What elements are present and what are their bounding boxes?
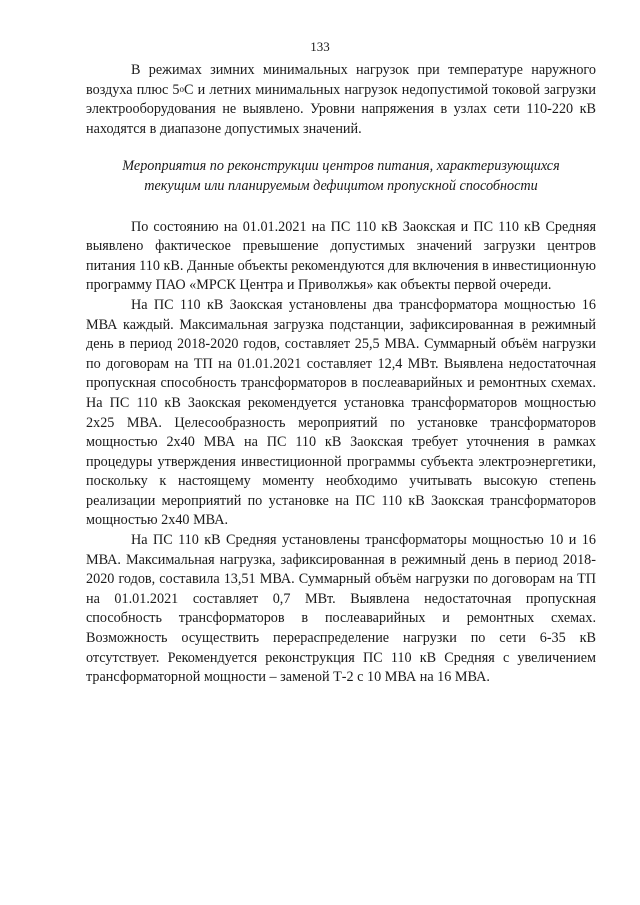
intro-paragraph bbox=[86, 61, 596, 139]
section-heading bbox=[86, 157, 596, 196]
paragraph-srednyaya: На ПС 110 кВ Средняя установлены трансформаторы мощностью 10 и 16 МВА. Максимальная нагрузка, зафиксированная в режимный день в период 2018-2020 годов, составила 13,51 МВА. Суммарный объём нагрузки по договорам на ТП на 01.01.2021 составляет 0,7 МВт. Выявлена недостаточная пропускная способность трансформаторов в послеаварийных и ремонтных схемах. Возможность осуществить перераспределение нагрузки по сети 6-35 кВ отсутствует. Рекомендуется реконструкция ПС 110 кВ Средняя с увеличением трансформаторной мощности – заменой Т-2 с 10 МВА на 16 МВА. bbox=[86, 532, 596, 686]
section-heading-line-2: текущим или планируемым дефицитом пропускной способности bbox=[144, 177, 538, 194]
paragraph-zaokskaya: На ПС 110 кВ Заокская установлены два трансформатора мощностью 16 МВА каждый. Максимальная загрузка подстанции, зафиксированная в режимный день в период 2018-2020 годов, составляет 25,5 МВА. Суммарный объём нагрузки по договорам на ТП на 01.01.2021 составляет 12,4 МВт. Выявлена недостаточная пропускная способность трансформаторов в послеаварийных и ремонтных схемах. На ПС 110 кВ Заокская рекомендуется установка трансформаторов мощностью 2х25 МВА. Целесообразность мероприятий по установке трансформаторов мощностью 2х40 МВА на ПС 110 кВ Заокская требует уточнения в рамках процедуры утверждения инвестиционной программы субъекта электроэнергетики, поскольку к настоящему моменту необходимо учитывать высокую степень реализации мероприятий по установке на ПС 110 кВ Заокская трансформаторов мощностью 2х40 МВА. bbox=[86, 296, 596, 529]
document-body bbox=[86, 61, 596, 688]
page-number: 133 bbox=[310, 39, 330, 54]
degree-superscript: о bbox=[179, 83, 185, 94]
section-heading-line-1: Мероприятия по реконструкции центров питания, характеризующихся bbox=[122, 158, 560, 175]
intro-text-part2: С и летних минимальных нагрузок недопустимой токовой загрузки электрооборудования не выявлено. Уровни напряжения в узлах сети 110-220 кВ находятся в диапазоне допустимых значений. bbox=[86, 81, 596, 137]
paragraph-status: По состоянию на 01.01.2021 на ПС 110 кВ Заокская и ПС 110 кВ Средняя выявлено фактическое превышение допустимых значений загрузки центров питания 110 кВ. Данные объекты рекомендуются для включения в инвестиционную программу ПАО «МРСК Центра и Приволжья» как объекты первой очереди. bbox=[86, 218, 596, 294]
intro-text-part1: В режимах зимних минимальных нагрузок при температуре наружного воздуха плюс 5 bbox=[86, 62, 596, 98]
